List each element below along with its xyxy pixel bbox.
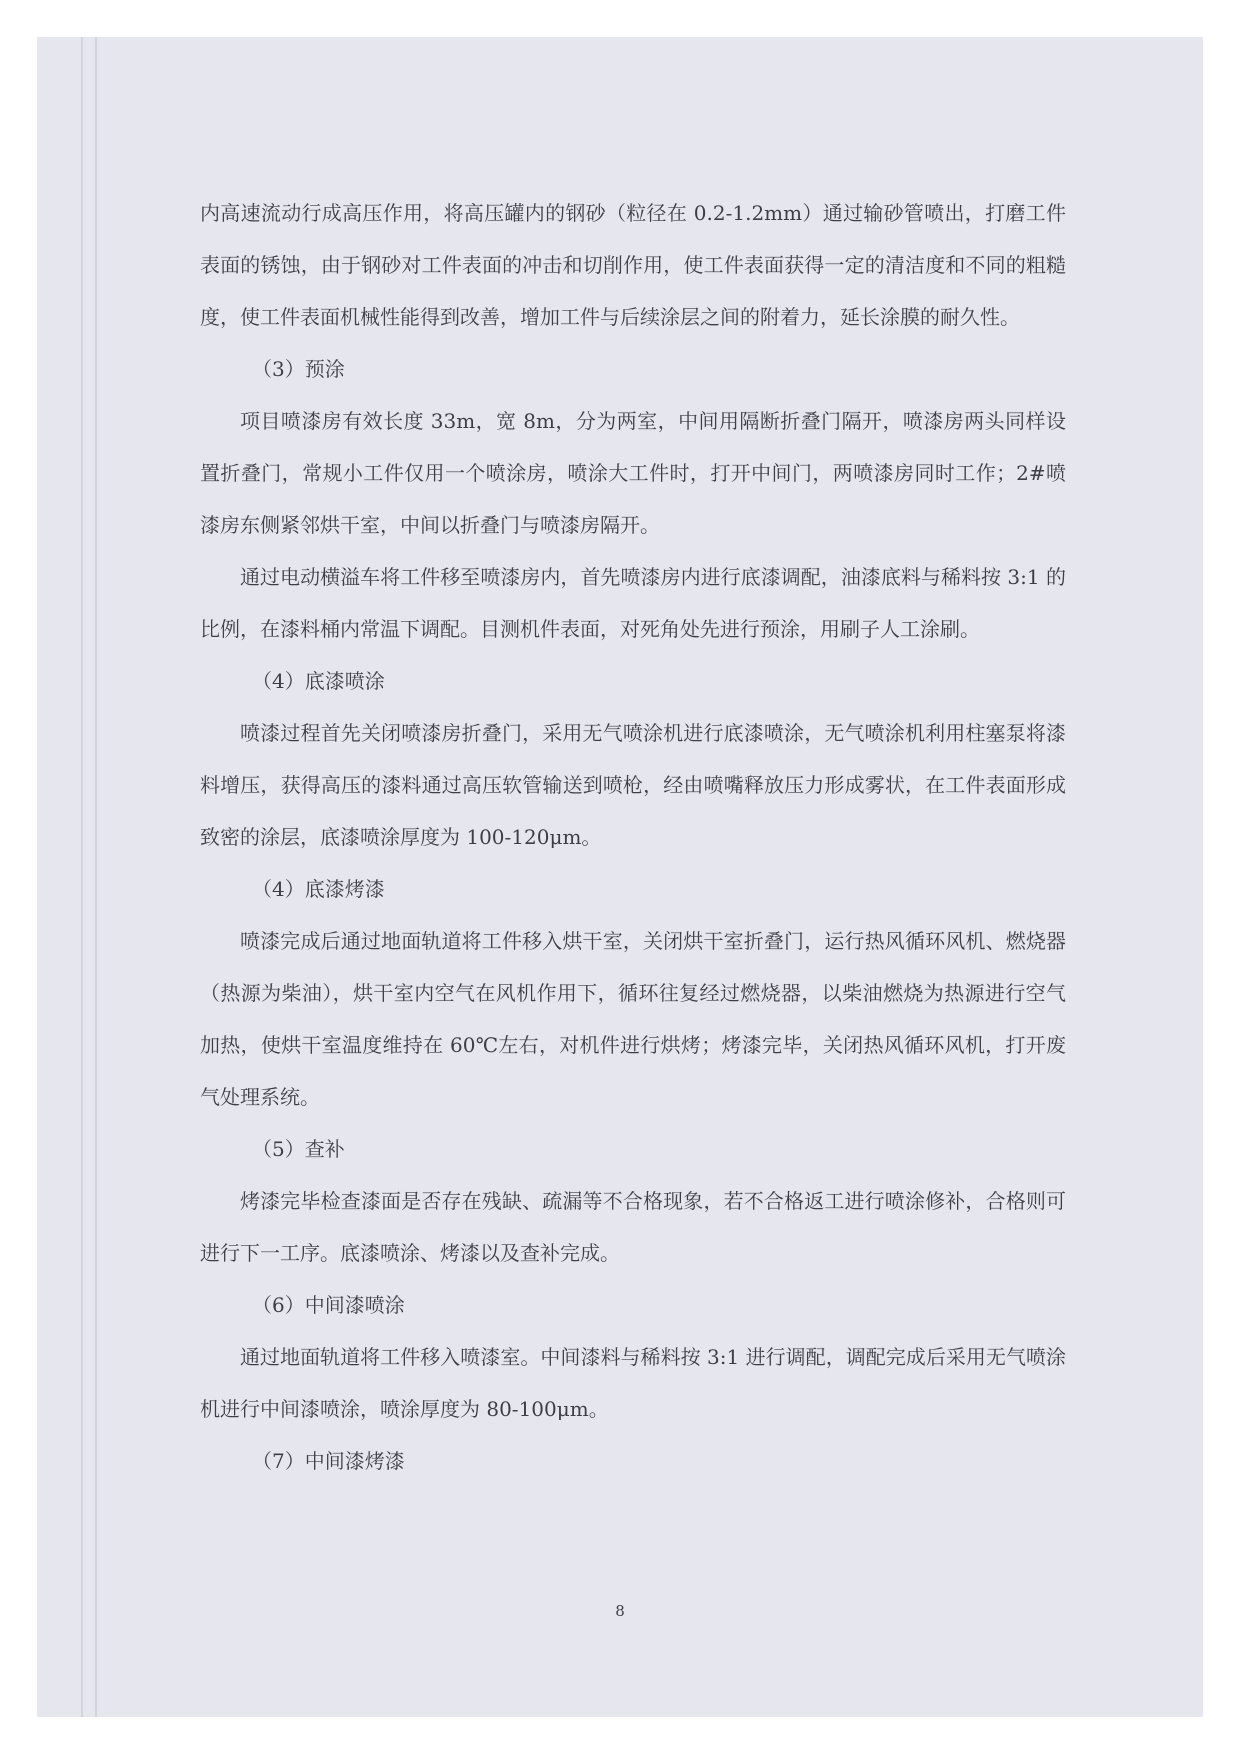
document-page <box>37 37 1203 1717</box>
paragraph: 项目喷漆房有效长度 33m，宽 8m，分为两室，中间用隔断折叠门隔开，喷漆房两头同样设置折叠门，常规小工件仅用一个喷涂房，喷涂大工件时，打开中间门，两喷漆房同时工作；2#喷漆房东侧紧邻烘干室，中间以折叠门与喷漆房隔开。 <box>200 409 1066 537</box>
document-body <box>200 187 1066 1487</box>
section-heading: （6）中间漆喷涂 <box>252 1293 405 1317</box>
paragraph: 喷漆完成后通过地面轨道将工件移入烘干室，关闭烘干室折叠门，运行热风循环风机、燃烧器（热源为柴油），烘干室内空气在风机作用下，循环往复经过燃烧器，以柴油燃烧为热源进行空气加热，使烘干室温度维持在 60℃左右，对机件进行烘烤；烤漆完毕，关闭热风循环风机，打开废气处理系统。 <box>200 929 1066 1109</box>
scan-edge-line <box>95 37 97 1717</box>
paragraph: 喷漆过程首先关闭喷漆房折叠门，采用无气喷涂机进行底漆喷涂，无气喷涂机利用柱塞泵将漆料增压，获得高压的漆料通过高压软管输送到喷枪，经由喷嘴释放压力形成雾状，在工件表面形成致密的涂层，底漆喷涂厚度为 100-120μm。 <box>200 721 1066 849</box>
section-heading: （3）预涂 <box>252 357 345 381</box>
page-number: 8 <box>615 1602 625 1620</box>
paragraph: 通过电动横溢车将工件移至喷漆房内，首先喷漆房内进行底漆调配，油漆底料与稀料按 3:1 的比例，在漆料桶内常温下调配。目测机件表面，对死角处先进行预涂，用刷子人工涂刷。 <box>200 565 1066 641</box>
paragraph: 烤漆完毕检查漆面是否存在残缺、疏漏等不合格现象，若不合格返工进行喷涂修补，合格则可进行下一工序。底漆喷涂、烤漆以及查补完成。 <box>200 1189 1066 1265</box>
section-heading: （7）中间漆烤漆 <box>252 1449 405 1473</box>
section-heading: （5）查补 <box>252 1137 345 1161</box>
paragraph: 内高速流动行成高压作用，将高压罐内的钢砂（粒径在 0.2-1.2mm）通过输砂管喷出，打磨工件表面的锈蚀，由于钢砂对工件表面的冲击和切削作用，使工件表面获得一定的清洁度和不同的粗糙度，使工件表面机械性能得到改善，增加工件与后续涂层之间的附着力，延长涂膜的耐久性。 <box>200 201 1066 329</box>
section-heading: （4）底漆喷涂 <box>252 669 385 693</box>
paragraph: 通过地面轨道将工件移入喷漆室。中间漆料与稀料按 3:1 进行调配，调配完成后采用无气喷涂机进行中间漆喷涂，喷涂厚度为 80-100μm。 <box>200 1345 1066 1421</box>
scan-edge-line <box>81 37 83 1717</box>
section-heading: （4）底漆烤漆 <box>252 877 385 901</box>
